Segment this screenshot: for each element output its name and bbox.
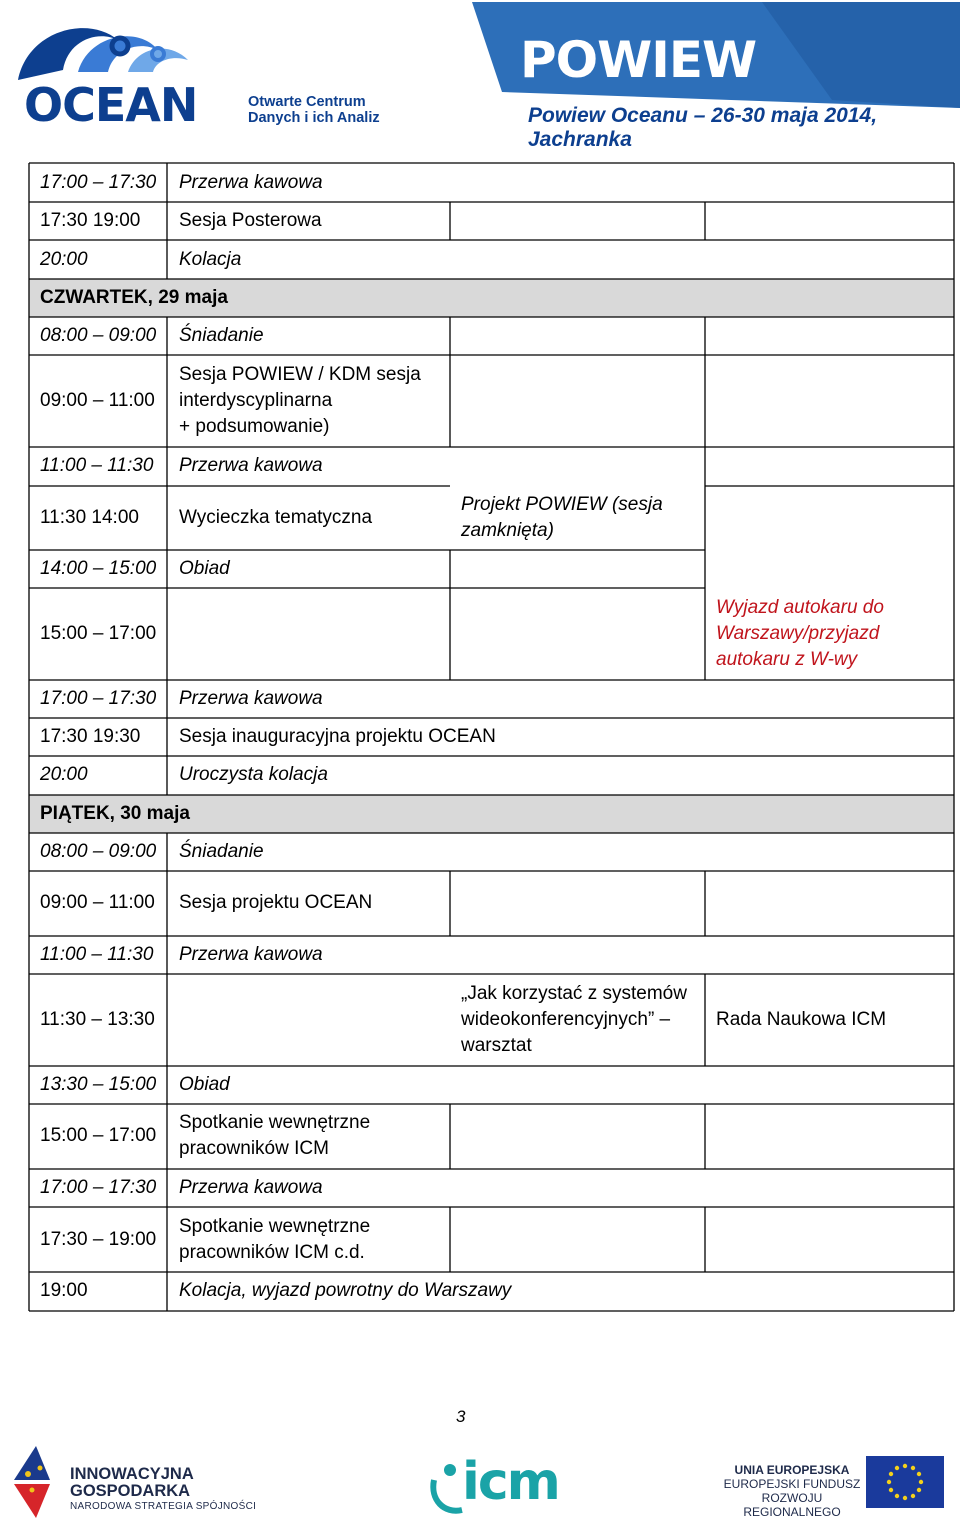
- event-cell: Sesja Posterowa: [179, 210, 322, 231]
- event-cell: Obiad: [179, 1074, 230, 1095]
- bus-note-line: autokaru z W-wy: [716, 649, 858, 670]
- event-cell-line: interdyscyplinarna: [179, 390, 333, 411]
- time-cell: 13:30 – 15:00: [40, 1074, 157, 1095]
- innovative-economy-logo-icon: [6, 1444, 66, 1520]
- time-cell: 17:00 – 17:30: [40, 688, 157, 709]
- ocean-subtitle-line1: Otwarte Centrum: [248, 94, 366, 110]
- time-cell: 11:30 14:00: [40, 507, 139, 528]
- event-cell: Przerwa kawowa: [179, 172, 323, 193]
- day-header: PIĄTEK, 30 maja: [40, 803, 190, 824]
- event-cell-line: pracowników ICM c.d.: [179, 1242, 365, 1263]
- time-cell: 17:30 19:30: [40, 726, 141, 747]
- time-cell: 11:30 – 13:30: [40, 1009, 155, 1030]
- session-cell-line: zamknięta): [461, 520, 554, 541]
- event-cell-line: pracowników ICM: [179, 1138, 329, 1159]
- time-cell: 17:00 – 17:30: [40, 172, 157, 193]
- event-cell: Kolacja, wyjazd powrotny do Warszawy: [179, 1280, 512, 1301]
- event-cell: Śniadanie: [179, 841, 264, 862]
- event-cell: Uroczysta kolacja: [179, 764, 328, 785]
- time-cell: 20:00: [40, 764, 88, 785]
- event-cell: Przerwa kawowa: [179, 455, 323, 476]
- icm-logo-text: icm: [462, 1452, 559, 1512]
- event-cell: Śniadanie: [179, 325, 264, 346]
- powiew-subtitle: Powiew Oceanu – 26-30 maja 2014, Jachranka: [528, 104, 878, 151]
- eu-line3: ROZWOJU REGIONALNEGO: [743, 1491, 841, 1519]
- eu-line2: EUROPEJSKI FUNDUSZ: [723, 1477, 861, 1491]
- time-cell: 19:00: [40, 1280, 88, 1301]
- bus-note-line: Wyjazd autokaru do: [716, 597, 884, 618]
- time-cell: 09:00 – 11:00: [40, 390, 155, 411]
- ocean-logo-text: OCEAN: [24, 78, 198, 132]
- workshop-cell-line: „Jak korzystać z systemów: [461, 983, 687, 1004]
- time-cell: 17:30 – 19:00: [40, 1229, 157, 1250]
- event-cell-line: + podsumowanie): [179, 416, 330, 437]
- page-number: 3: [456, 1407, 466, 1426]
- event-cell: Sesja inauguracyjna projektu OCEAN: [179, 726, 496, 747]
- time-cell: 17:00 – 17:30: [40, 1177, 157, 1198]
- session-cell-line: Projekt POWIEW (sesja: [461, 494, 663, 515]
- event-cell-line: Sesja POWIEW / KDM sesja: [179, 364, 421, 385]
- time-cell: 11:00 – 11:30: [40, 455, 154, 476]
- time-cell: 15:00 – 17:00: [40, 1125, 157, 1146]
- time-cell: 17:30 19:00: [40, 210, 141, 231]
- event-cell: Przerwa kawowa: [179, 1177, 323, 1198]
- event-cell-line: Spotkanie wewnętrzne: [179, 1112, 371, 1133]
- time-cell: 14:00 – 15:00: [40, 558, 157, 579]
- event-cell: Wycieczka tematyczna: [179, 507, 373, 528]
- event-cell: Przerwa kawowa: [179, 944, 323, 965]
- workshop-cell-line: warsztat: [461, 1035, 532, 1056]
- time-cell: 20:00: [40, 249, 88, 270]
- ocean-subtitle-line2: Danych i ich Analiz: [248, 110, 380, 126]
- time-cell: 08:00 – 09:00: [40, 841, 157, 862]
- time-cell: 09:00 – 11:00: [40, 892, 155, 913]
- event-cell: Obiad: [179, 558, 230, 579]
- ig-tagline: NARODOWA STRATEGIA SPÓJNOŚCI: [70, 1501, 257, 1512]
- ig-line2: GOSPODARKA: [70, 1482, 191, 1500]
- time-cell: 08:00 – 09:00: [40, 325, 157, 346]
- workshop-cell-line: wideokonferencyjnych” –: [461, 1009, 671, 1030]
- powiew-logo-text: POWIEW: [520, 31, 757, 89]
- bus-note-line: Warszawy/przyjazd: [716, 623, 880, 644]
- eu-line1: UNIA EUROPEJSKA: [734, 1463, 850, 1477]
- council-cell: Rada Naukowa ICM: [716, 1009, 887, 1030]
- time-cell: 11:00 – 11:30: [40, 944, 154, 965]
- event-cell: Sesja projektu OCEAN: [179, 892, 373, 913]
- time-cell: 15:00 – 17:00: [40, 623, 157, 644]
- day-header: CZWARTEK, 29 maja: [40, 287, 228, 308]
- eu-logo-text: [722, 1463, 862, 1519]
- event-cell: Kolacja: [179, 249, 242, 270]
- eu-flag-icon: [866, 1456, 944, 1508]
- event-cell-line: Spotkanie wewnętrzne: [179, 1216, 371, 1237]
- innovative-economy-logo-text: [70, 1466, 194, 1500]
- event-cell: Przerwa kawowa: [179, 688, 323, 709]
- ig-line1: INNOWACYJNA: [70, 1465, 194, 1483]
